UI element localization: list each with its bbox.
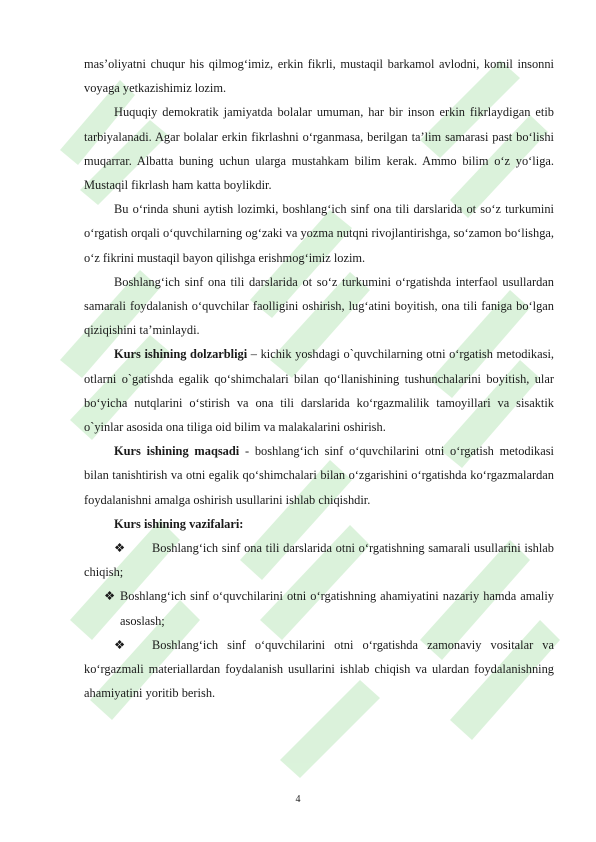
- goal-text: - boshlang‘ich sinf o‘quvchilarini otni o‘rgatish metodikasi bilan tanishtirish va otni egalik qo‘shimchalari bilan o‘zgarishini o‘rgatishda ko‘rgazmalardan foydalanishni amalga oshirish usullarini ishlab chiqishdir.: [84, 444, 555, 507]
- paragraph-democratic-society: Huquqiy demokratik jamiyatda bolalar umuman, har bir inson erkin fikrlaydigan etib tarbiyalanadi. Agar bolalar erkin fikrlashni o‘rganmasa, berilgan ta’lim samarasi past bo‘lishi muqarrar. Albatta buning uchun ularga mustahkam bilim kerak. Ammo bilim o‘z yo‘liga. Mustaqil fikrlash ham katta boylikdir.: [84, 105, 554, 193]
- diamond-bullet-icon: ❖: [104, 589, 116, 604]
- task-item-2: [84, 584, 554, 632]
- paragraph-goal: [84, 439, 554, 512]
- document-body: [84, 52, 554, 705]
- task-item-text: Boshlang‘ich sinf ona tili darslarida otni o‘rgatishning samarali usullarini ishlab chiqish;: [84, 541, 554, 580]
- paragraph-relevance: [84, 342, 554, 439]
- goal-heading: Kurs ishining maqsadi: [114, 444, 240, 459]
- task-item-3: [84, 633, 554, 706]
- task-item-1: [84, 536, 554, 584]
- relevance-heading: Kurs ishining dolzarbligi: [114, 347, 248, 362]
- task-item-text: Boshlang‘ich sinf o‘quvchilarini otni o‘rgatishda zamonaviy vositalar va ko‘rgazmali materiallardan foydalanish usullarini ishlab chiqish va ulardan foydalanishning ahamiyatini yoritib berish.: [84, 637, 554, 701]
- diamond-bullet-icon: ❖: [114, 637, 126, 652]
- relevance-text: – kichik yoshdagi o`quvchilarning otni o‘rgatish metodikasi, otlarni o`gatishda egalik qo‘shimchalari bilan qo‘llanishining tushunchalarini boyitish, ular bo‘yicha nutqlarini o‘stirish va ona tili darslarida ko‘rgazmalilik tamoyillari va sisaktik o`yinlar asosida ona tiliga oid bilim va malakalarini oshirish.: [84, 347, 554, 435]
- tasks-heading: Kurs ishining vazifalari:: [114, 516, 244, 531]
- paragraph-interactive-methods: Boshlang‘ich sinf ona tili darslarida ot so‘z turkumini o‘rgatishda interfaol usullardan samarali foydalanish o‘quvchilar faolligini oshirish, lug‘atini boyitish, ona tili faniga bo‘lgan qiziqishini ta’minlaydi.: [84, 274, 554, 338]
- page-number: 4: [295, 794, 301, 805]
- paragraph-speech-development: Bu o‘rinda shuni aytish lozimki, boshlang‘ich sinf ona tili darslarida ot so‘z turkumini o‘rgatish orqali o‘quvchilarning og‘zaki va yozma nutqni rivojlantirishga, so‘zamon bo‘lishga, o‘z fikrini mustaqil bayon qilishga erishmog‘imiz lozim.: [84, 202, 554, 265]
- task-item-text: Boshlang‘ich sinf o‘quvchilarini otni o‘rgatishning ahamiyatini nazariy hamda amaliy asoslash;: [120, 589, 554, 628]
- diamond-bullet-icon: ❖: [114, 541, 126, 556]
- paragraph-intro-continuation: mas’oliyatni chuqur his qilmog‘imiz, erkin fikrli, mustaqil barkamol avlodni, komil insonni voyaga yetkazishimiz lozim.: [84, 57, 554, 96]
